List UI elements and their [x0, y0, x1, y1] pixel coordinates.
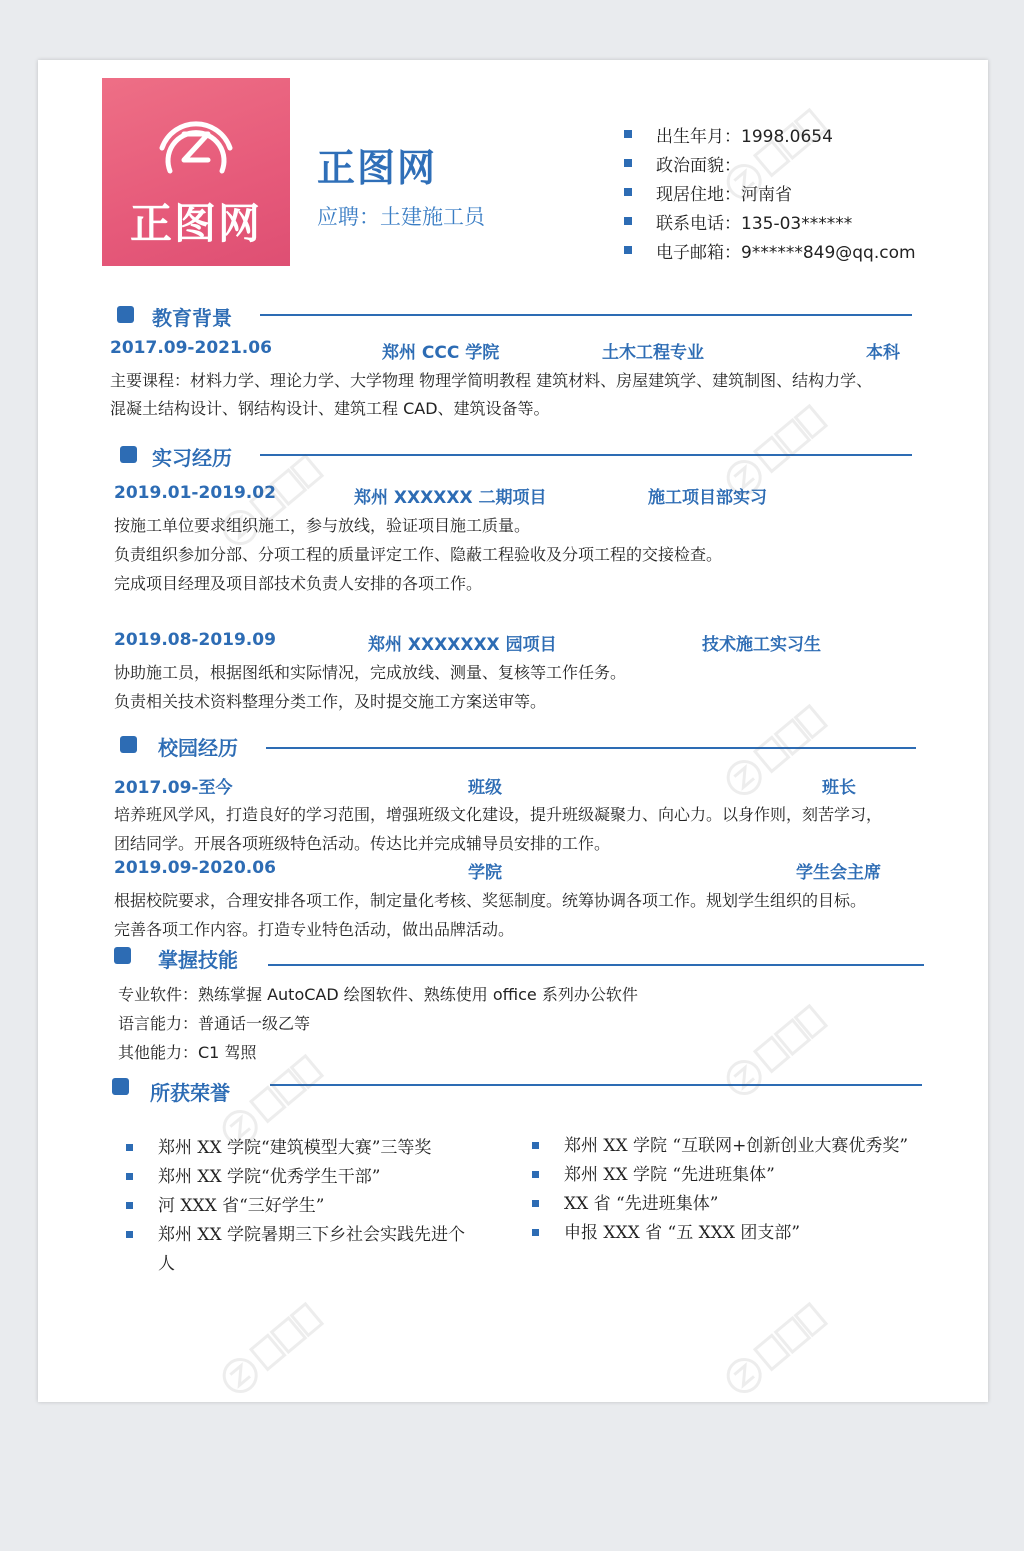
watermark-logo-icon — [202, 1288, 332, 1398]
honor-item: 申报 XXX 省 “五 XXX 团支部” — [564, 1223, 801, 1243]
intern-date: 2019.08-2019.09 — [114, 630, 276, 650]
section-title-honors: 所获荣誉 — [150, 1081, 230, 1105]
campus-role: 学生会主席 — [796, 863, 881, 883]
info-residence: 现居住地：河南省 — [656, 185, 792, 205]
campus-line: 完善各项工作内容。打造专业特色活动，做出品牌活动。 — [114, 920, 515, 939]
info-email[interactable]: 电子邮箱：9******849@qq.com — [656, 243, 916, 263]
section-divider — [260, 314, 912, 316]
watermark-logo-icon — [202, 440, 332, 570]
resume-page — [38, 60, 988, 1402]
watermark-logo-icon — [706, 94, 836, 224]
honor-item: 郑州 XX 学院暑期三下乡社会实践先进个 — [158, 1225, 466, 1245]
campus-role: 班长 — [822, 778, 856, 798]
section-marker-icon — [120, 446, 137, 463]
bullet-icon — [126, 1144, 133, 1151]
campus-org: 班级 — [468, 778, 502, 798]
bullet-icon — [624, 217, 632, 225]
section-title-skills: 掌握技能 — [158, 948, 238, 972]
section-marker-icon — [120, 736, 137, 753]
bullet-icon — [532, 1200, 539, 1207]
honor-item: XX 省 “先进班集体” — [564, 1194, 719, 1214]
section-marker-icon — [114, 947, 131, 964]
bullet-icon — [126, 1231, 133, 1238]
section-title-campus: 校园经历 — [158, 736, 238, 760]
info-birth: 出生年月：1998.0654 — [656, 127, 833, 147]
info-politics: 政治面貌： — [656, 156, 741, 176]
intern-line: 按施工单位要求组织施工，参与放线，验证项目施工质量。 — [114, 516, 531, 535]
intern-date: 2019.01-2019.02 — [114, 483, 276, 503]
bullet-icon — [624, 188, 632, 196]
section-marker-icon — [117, 306, 134, 323]
honor-item: 郑州 XX 学院 “先进班集体” — [564, 1165, 775, 1185]
skill-line: 其他能力：C1 驾照 — [118, 1043, 257, 1062]
skill-line: 语言能力：普通话一级乙等 — [118, 1014, 311, 1033]
section-title-education: 教育背景 — [152, 306, 232, 330]
campus-line: 根据校院要求，合理安排各项工作，制定量化考核、奖惩制度。统筹协调各项工作。规划学生组织的目标。 — [114, 891, 867, 910]
watermark-logo-icon — [706, 990, 836, 1120]
section-title-internship: 实习经历 — [152, 446, 232, 470]
honor-item: 郑州 XX 学院“优秀学生干部” — [158, 1167, 381, 1187]
skill-line: 专业软件：熟练掌握 AutoCAD 绘图软件、熟练使用 office 系列办公软件 — [118, 985, 638, 1004]
intern-line: 负责相关技术资料整理分类工作，及时提交施工方案送审等。 — [114, 692, 547, 711]
intern-role: 施工项目部实习 — [648, 488, 767, 508]
watermark-logo-icon — [706, 690, 836, 820]
bullet-icon — [532, 1171, 539, 1178]
honor-item: 郑州 XX 学院“建筑模型大赛”三等奖 — [158, 1138, 432, 1158]
watermark-logo-icon — [706, 1288, 836, 1398]
campus-line: 培养班风学风，打造良好的学习范围，增强班级文化建设，提升班级凝聚力、向心力。以身作则，刻苦学习， — [114, 805, 883, 824]
intern-project: 郑州 XXXXXXX 园项目 — [368, 635, 557, 655]
bullet-icon — [532, 1142, 539, 1149]
apply-position: 应聘：土建施工员 — [317, 205, 485, 229]
bullet-icon — [624, 130, 632, 138]
campus-line: 团结同学。开展各项班级特色活动。传达比并完成辅导员安排的工作。 — [114, 834, 611, 853]
honor-item-continued: 人 — [158, 1254, 175, 1274]
edu-courses-line: 主要课程：材料力学、理论力学、大学物理 物理学简明教程 建筑材料、房屋建筑学、建筑制图、结构力学、 — [110, 371, 873, 390]
edu-school: 郑州 CCC 学院 — [382, 343, 500, 363]
info-phone: 联系电话：135-03****** — [656, 214, 853, 234]
logo — [102, 78, 290, 266]
edu-date: 2017.09-2021.06 — [110, 338, 272, 358]
bullet-icon — [624, 159, 632, 167]
honor-item: 河 XXX 省“三好学生” — [158, 1196, 325, 1216]
edu-major: 土木工程专业 — [602, 343, 704, 363]
bullet-icon — [126, 1173, 133, 1180]
intern-role: 技术施工实习生 — [702, 635, 821, 655]
resume-name: 正图网 — [317, 146, 438, 190]
watermark-logo-icon — [202, 1040, 332, 1170]
bullet-icon — [624, 246, 632, 254]
intern-line: 完成项目经理及项目部技术负责人安排的各项工作。 — [114, 574, 483, 593]
bullet-icon — [532, 1229, 539, 1236]
logo-text: 正图网 — [129, 199, 262, 248]
honor-item: 郑州 XX 学院 “互联网+创新创业大赛优秀奖” — [564, 1136, 909, 1156]
edu-courses-line: 混凝土结构设计、钢结构设计、建筑工程 CAD、建筑设备等。 — [110, 399, 550, 418]
campus-date: 2017.09-至今 — [114, 778, 233, 798]
edu-degree: 本科 — [866, 343, 900, 363]
intern-line: 协助施工员，根据图纸和实际情况，完成放线、测量、复核等工作任务。 — [114, 663, 627, 682]
campus-org: 学院 — [468, 863, 502, 883]
section-divider — [268, 964, 924, 966]
intern-project: 郑州 XXXXXX 二期项目 — [354, 488, 547, 508]
intern-line: 负责组织参加分部、分项工程的质量评定工作、隐蔽工程验收及分项工程的交接检查。 — [114, 545, 723, 564]
campus-date: 2019.09-2020.06 — [114, 858, 276, 878]
watermark-logo-icon — [706, 390, 836, 520]
bullet-icon — [126, 1202, 133, 1209]
section-marker-icon — [112, 1078, 129, 1095]
